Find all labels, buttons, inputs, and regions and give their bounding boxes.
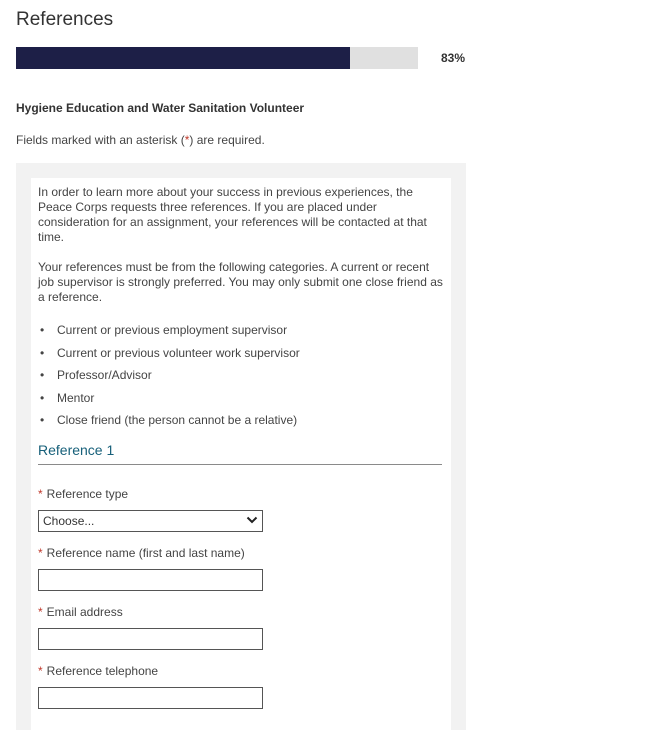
chevron-down-icon	[246, 514, 258, 526]
list-item	[38, 368, 444, 383]
list-item	[38, 391, 444, 406]
email-field	[38, 605, 444, 650]
reference-type-select[interactable]	[38, 510, 263, 532]
required-fields-note	[16, 133, 265, 147]
required-asterisk: *	[184, 133, 190, 147]
required-note-before: Fields marked with an asterisk (	[16, 133, 185, 147]
required-asterisk: *	[38, 546, 43, 560]
category-label: Close friend (the person cannot be a relative)	[57, 413, 298, 427]
reference-1-heading: Reference 1	[38, 442, 442, 465]
reference-type-label-text: Reference type	[46, 487, 129, 501]
bullet-icon: •	[40, 390, 45, 405]
progress-bar	[16, 47, 418, 69]
reference-name-label-text: Reference name (first and last name)	[46, 546, 245, 560]
reference-type-field	[38, 487, 444, 532]
progress-bar-fill	[16, 47, 350, 69]
bullet-icon: •	[40, 368, 45, 382]
reference-name-field	[38, 546, 444, 591]
list-item	[38, 413, 444, 428]
telephone-input[interactable]	[38, 687, 263, 709]
required-note-after: ) are required.	[189, 133, 265, 147]
reference-name-label	[38, 546, 444, 561]
email-input[interactable]	[38, 628, 263, 650]
references-panel	[16, 163, 466, 730]
category-label: Current or previous volunteer work supervisor	[57, 345, 300, 360]
email-label	[38, 605, 444, 620]
required-asterisk: *	[38, 487, 43, 501]
telephone-label	[38, 664, 444, 679]
bullet-icon: •	[40, 413, 45, 427]
intro-paragraph-2: Your references must be from the following categories. A current or recent job supervisor is strongly preferred. You may only submit one close friend as a reference.	[38, 260, 443, 304]
required-asterisk: *	[38, 605, 43, 619]
category-label: Current or previous employment supervisor	[57, 323, 288, 337]
progress-percent: 83%	[441, 51, 466, 65]
reference-categories-list	[38, 323, 444, 428]
list-item	[38, 346, 444, 361]
required-asterisk: *	[38, 664, 43, 678]
reference-type-selected-value: Choose...	[43, 514, 95, 528]
category-label: Mentor	[57, 390, 95, 405]
page-title: References	[16, 9, 114, 30]
bullet-icon: •	[40, 323, 45, 337]
references-card	[31, 178, 451, 730]
category-label: Professor/Advisor	[57, 368, 152, 382]
telephone-field	[38, 664, 444, 709]
reference-type-label	[38, 487, 444, 502]
intro-paragraph-1: In order to learn more about your success in previous experiences, the Peace Corps requests three references. If you are placed under consideration for an assignment, your references will be contacted at that time.	[38, 185, 427, 244]
telephone-label-text: Reference telephone	[46, 664, 159, 678]
position-title: Hygiene Education and Water Sanitation Volunteer	[16, 101, 305, 115]
bullet-icon: •	[40, 345, 45, 360]
references-content	[38, 185, 444, 709]
list-item	[38, 323, 444, 338]
reference-name-input[interactable]	[38, 569, 263, 591]
email-label-text: Email address	[46, 605, 123, 619]
